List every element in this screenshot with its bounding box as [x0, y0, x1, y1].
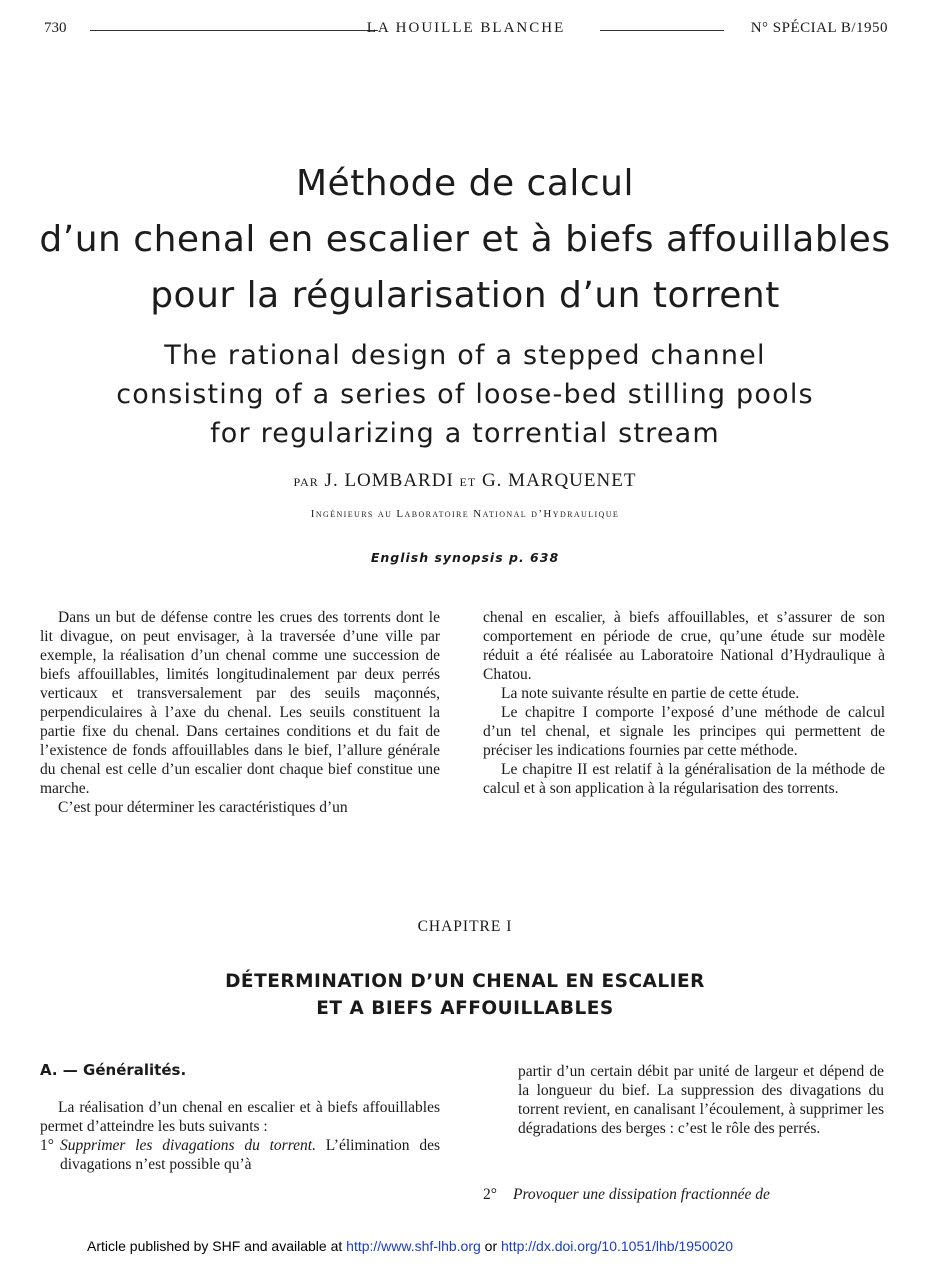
- title-fr-line: Méthode de calcul: [295, 163, 635, 204]
- title-en-line: consisting of a series of loose-bed stilling pools: [116, 379, 814, 410]
- list-item-italic: Supprimer les divagations du torrent.: [60, 1137, 316, 1154]
- authors-line: [0, 470, 930, 492]
- header-rule-right: [600, 30, 724, 31]
- english-synopsis-note: English synopsis p. 638: [370, 550, 560, 565]
- section-heading: A. — Généralités.: [40, 1061, 187, 1079]
- list-number: 2°: [483, 1186, 497, 1203]
- section-column-left: [40, 1098, 440, 1174]
- title-fr-line: d’un chenal en escalier et à biefs affouillables: [39, 219, 891, 260]
- list-item-text: L’élimination des divagations n’est possible qu’à: [60, 1137, 440, 1173]
- list-number: 1°: [40, 1137, 54, 1154]
- list-item: [483, 1185, 885, 1204]
- title-english: [20, 336, 910, 453]
- chapter-title-line: DÉTERMINATION D’UN CHENAL EN ESCALIER: [225, 971, 705, 992]
- section-column-right: [518, 1062, 884, 1138]
- paragraph: La note suivante résulte en partie de cette étude.: [501, 685, 800, 702]
- issue-label: N° SPÉCIAL B/1950: [750, 20, 888, 36]
- journal-name: LA HOUILLE BLANCHE: [366, 20, 566, 36]
- title-en-line: for regularizing a torrential stream: [210, 418, 720, 449]
- affiliation: Ingénieurs au Laboratoire National d’Hydraulique: [310, 508, 620, 520]
- chapter-label: CHAPITRE I: [417, 918, 513, 935]
- paragraph: partir d’un certain débit par unité de largeur et dépend de la longueur du bief. La suppression des divagations du torrent revient, en canalisant l’écoulement, à supprimer les dégradations des berges : c’est le rôle des perrés.: [518, 1063, 884, 1137]
- chapter-title-line: ET A BIEFS AFFOUILLABLES: [316, 998, 614, 1019]
- paragraph: Dans un but de défense contre les crues des torrents dont le lit divague, on peut envisager, à la traversée d’une ville par exemple, la réalisation d’un chenal comme une succession de biefs affouillables, limités longitudinalement par deux perrés verticaux et transversalement par des seuils maçonnés, perpendiculaires à l’axe du chenal. Les seuils constituent la partie fixe du chenal. Dans certaines conditions et du fait de l’existence de fonds affouillables dans le bief, l’allure générale du chenal est celle d’un escalier dont chaque bief constitue une marche.: [40, 609, 440, 797]
- footer-link-shf[interactable]: http://www.shf-lhb.org: [346, 1238, 481, 1254]
- paragraph: chenal en escalier, à biefs affouillables, et s’assurer de son comportement en période de crue, qu’une étude sur modèle réduit a été réalisée au Laboratoire National d’Hydraulique à Chatou.: [483, 609, 885, 683]
- title-fr-line: pour la régularisation d’un torrent: [150, 275, 780, 316]
- author-2: G. MARQUENET: [481, 470, 637, 491]
- authors-et: ET: [459, 475, 477, 489]
- paragraph: C’est pour déterminer les caractéristiques d’un: [58, 799, 348, 816]
- intro-column-right: [483, 608, 885, 798]
- title-french: [20, 156, 910, 324]
- authors-par: PAR: [293, 475, 319, 489]
- intro-column-left: [40, 608, 440, 817]
- footer-notice: [87, 1238, 887, 1254]
- paragraph: Le chapitre I comporte l’exposé d’une méthode de calcul d’un tel chenal, et signale les principes qui permettent de préciser les indications fournies par cette méthode.: [483, 704, 885, 759]
- paragraph: La réalisation d’un chenal en escalier et à biefs affouillables permet d’atteindre les buts suivants :: [40, 1099, 440, 1135]
- paragraph: Le chapitre II est relatif à la généralisation de la méthode de calcul et à son application à la régularisation des torrents.: [483, 761, 885, 797]
- chapter-title: [0, 968, 930, 1022]
- page-number: 730: [44, 20, 67, 36]
- list-item-italic: Provoquer une dissipation fractionnée de: [513, 1186, 770, 1203]
- list-item: [40, 1136, 440, 1174]
- footer-or: or: [480, 1238, 502, 1254]
- title-en-line: The rational design of a stepped channel: [164, 340, 766, 371]
- footer-link-doi[interactable]: http://dx.doi.org/10.1051/lhb/1950020: [501, 1238, 733, 1254]
- running-header: [44, 20, 888, 40]
- author-1: J. LOMBARDI: [324, 470, 454, 491]
- footer-prefix: Article published by SHF and available at: [87, 1238, 347, 1254]
